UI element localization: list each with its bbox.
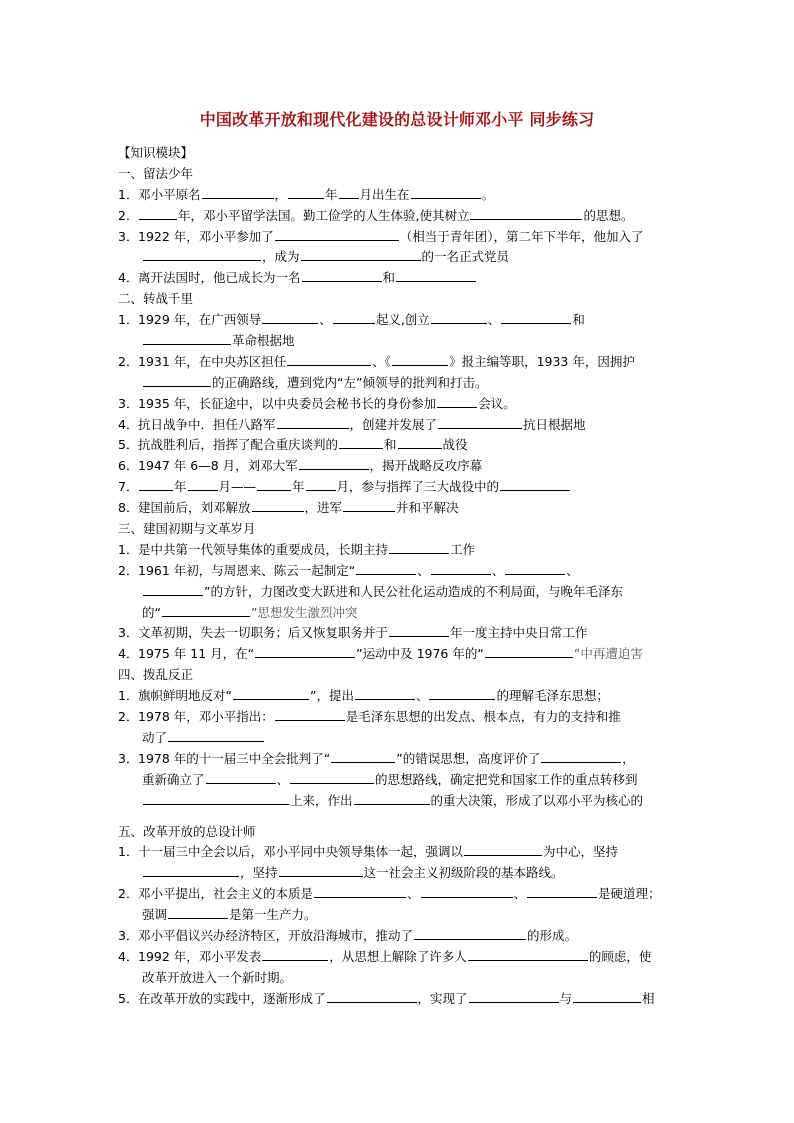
question-continuation: [118, 582, 688, 603]
question-continuation: [118, 770, 688, 791]
question-text: 、: [487, 312, 501, 328]
answer-blank[interactable]: [398, 435, 442, 449]
question-line: [118, 540, 688, 561]
answer-blank[interactable]: [573, 989, 641, 1003]
spacer: [118, 812, 688, 822]
question-text: ”思想发生激烈冲突: [250, 604, 358, 620]
question-number: 1．: [118, 186, 139, 202]
answer-blank[interactable]: [277, 415, 349, 429]
question-number: 2．: [118, 562, 139, 578]
question-text: 会议。: [478, 395, 516, 411]
question-number: 2．: [118, 709, 139, 725]
question-text: 的重大决策，形成了以邓小平为核心的: [430, 792, 644, 808]
question-number: 5．: [118, 990, 139, 1006]
question-line: [118, 686, 688, 707]
question-text: 工作: [450, 541, 476, 557]
question-text: 是毛泽东思想的出发点、根本点，有力的支持和推: [345, 709, 621, 725]
question-number: 3．: [118, 927, 139, 943]
question-line: [118, 352, 688, 373]
question-number: 3．: [118, 228, 139, 244]
answer-blank[interactable]: [414, 926, 526, 940]
answer-blank[interactable]: [299, 456, 369, 470]
answer-blank[interactable]: [389, 623, 449, 637]
answer-blank[interactable]: [431, 310, 487, 324]
answer-blank[interactable]: [301, 247, 421, 261]
question-text: 、: [566, 562, 579, 578]
answer-blank[interactable]: [343, 498, 395, 512]
answer-blank[interactable]: [421, 884, 513, 898]
question-continuation: [118, 373, 688, 394]
answer-blank[interactable]: [162, 603, 250, 617]
section-heading: 一、留法少年: [118, 165, 194, 181]
question-number: 2．: [118, 207, 139, 223]
answer-blank[interactable]: [168, 905, 228, 919]
question-number: 8．: [118, 500, 139, 516]
question-line: [118, 185, 688, 206]
question-text: 。: [481, 186, 495, 202]
question-number: 4．: [118, 646, 139, 662]
module-heading: 【知识模块】: [118, 145, 194, 160]
answer-blank[interactable]: [392, 352, 448, 366]
section-heading: 二、转战千里: [118, 291, 194, 307]
question-number: 4．: [118, 416, 139, 432]
answer-blank[interactable]: [188, 477, 218, 491]
question-text: 建国前后，刘邓解放: [138, 500, 251, 516]
answer-blank[interactable]: [143, 863, 239, 877]
question-text: ，坚持: [240, 865, 278, 881]
question-text: 和: [572, 312, 585, 328]
question-continuation: [118, 968, 688, 989]
answer-blank[interactable]: [143, 331, 231, 345]
question-text: 1978 年，邓小平指出：: [138, 709, 274, 725]
question-text: 战役: [442, 437, 468, 453]
question-text: 的顾虑，使: [588, 948, 652, 964]
question-text: ，成为: [262, 249, 300, 265]
answer-blank[interactable]: [206, 770, 276, 784]
answer-blank[interactable]: [429, 686, 495, 700]
answer-blank[interactable]: [290, 770, 374, 784]
answer-blank[interactable]: [501, 310, 571, 324]
question-line: [118, 206, 688, 227]
question-text: 、: [513, 886, 527, 902]
answer-blank[interactable]: [389, 540, 449, 554]
question-text: 1975 年 11 月，在“: [138, 646, 255, 662]
question-text: 1929 年，在广西领导: [138, 312, 262, 328]
question-number: 1．: [118, 844, 139, 860]
answer-blank[interactable]: [527, 884, 597, 898]
answer-blank[interactable]: [464, 842, 542, 856]
question-continuation: [118, 603, 688, 624]
question-line: [118, 561, 688, 582]
question-text: 和: [382, 270, 396, 286]
question-text: 与: [559, 990, 573, 1006]
question-text: 并和平解决: [396, 500, 459, 516]
answer-blank[interactable]: [143, 582, 203, 596]
question-text: 、: [407, 886, 420, 902]
question-text: ，: [274, 186, 288, 202]
question-text: 起义,创立: [375, 312, 430, 328]
answer-blank[interactable]: [331, 749, 395, 763]
question-text: 年: [174, 479, 187, 495]
question-line: [118, 623, 688, 644]
answer-blank[interactable]: [275, 227, 399, 241]
answer-blank[interactable]: [262, 947, 328, 961]
answer-blank[interactable]: [431, 561, 491, 575]
question-text: 革命根据地: [232, 333, 295, 349]
answer-blank[interactable]: [339, 435, 383, 449]
question-text: 邓小平原名: [138, 186, 201, 202]
question-number: 4．: [118, 948, 139, 964]
question-text: 月出生在: [359, 186, 410, 202]
question-text: 、: [491, 562, 505, 578]
answer-blank[interactable]: [233, 686, 309, 700]
question-text: 十一届三中全会以后，邓小平同中央领导集体一起，强调以: [138, 844, 464, 860]
question-number: 4．: [118, 270, 139, 286]
question-text: 强调: [142, 907, 168, 923]
question-text: 旗帜鲜明地反对“: [138, 688, 232, 704]
question-line: [118, 477, 688, 498]
question-continuation: [118, 905, 688, 926]
question-text: 、《: [372, 353, 392, 369]
question-number: 3．: [118, 395, 139, 411]
question-text: 离开法国时，他已成长为一名: [138, 270, 301, 286]
question-line: [118, 435, 688, 456]
question-text: 、: [417, 562, 430, 578]
answer-blank[interactable]: [255, 644, 355, 658]
question-text: 抗战胜利后，指挥了配合重庆谈判的: [138, 437, 339, 453]
question-text: 》报主编等职，1933 年，因拥护: [449, 353, 635, 369]
question-line: [118, 707, 688, 728]
question-text: 改革开放进入一个新时期。: [142, 969, 293, 985]
question-text: 、: [319, 312, 332, 328]
question-text: 1961 年初，与周恩来、陈云一起制定“: [138, 562, 356, 578]
question-text: 1931 年，在中央苏区担任: [138, 353, 287, 369]
question-text: 年: [325, 186, 338, 202]
question-number: 7．: [118, 479, 139, 495]
answer-blank[interactable]: [202, 185, 274, 199]
answer-blank[interactable]: [143, 373, 211, 387]
answer-blank[interactable]: [505, 561, 565, 575]
question-text: ”，提出: [309, 688, 354, 704]
question-text: 1922 年，邓小平参加了: [138, 228, 274, 244]
question-text: ，进军: [304, 500, 343, 516]
question-text: 、: [276, 771, 290, 787]
question-number: 5．: [118, 437, 139, 453]
question-text: ，: [622, 750, 635, 766]
answer-blank[interactable]: [168, 728, 264, 742]
answer-blank[interactable]: [252, 498, 304, 512]
answer-blank[interactable]: [485, 644, 573, 658]
question-text: ”运动中及 1976 年的“: [356, 646, 484, 662]
question-text: ，创建并发展了: [349, 416, 438, 432]
question-line: [118, 227, 688, 248]
question-number: 1．: [118, 541, 139, 557]
question-text: 和: [384, 437, 397, 453]
question-number: 6．: [118, 458, 139, 474]
question-text: ，实现了: [417, 990, 468, 1006]
answer-blank[interactable]: [314, 884, 406, 898]
question-text: ，从思想上解除了许多人: [329, 948, 467, 964]
answer-blank[interactable]: [500, 477, 570, 491]
answer-blank[interactable]: [262, 310, 318, 324]
question-line: [118, 456, 688, 477]
answer-blank[interactable]: [139, 206, 177, 220]
question-text: 相: [642, 990, 655, 1006]
answer-blank[interactable]: [356, 561, 416, 575]
answer-blank[interactable]: [470, 206, 582, 220]
question-text: 年，邓小平留学法国。勤工俭学的人生体验,使其树立: [178, 207, 470, 223]
question-continuation: [118, 247, 688, 268]
question-text: 是硬道理；: [598, 886, 661, 902]
question-text: 在改革开放的实践中，逐渐形成了: [138, 990, 326, 1006]
question-text: 邓小平提出，社会主义的本质是: [138, 886, 314, 902]
section-heading: 四、拨乱反正: [118, 667, 194, 683]
question-line: [118, 644, 688, 665]
question-text: 的思想路线，确定把党和国家工作的重点转移到: [375, 771, 638, 787]
question-text: 的理解毛泽东思想；: [496, 688, 609, 704]
question-text: ”的错误思想，高度评价了: [396, 750, 541, 766]
answer-blank[interactable]: [143, 791, 289, 805]
question-line: [118, 310, 688, 331]
question-continuation: [118, 791, 688, 812]
question-text: 1947 年 6—8 月，刘邓大军: [138, 458, 298, 474]
question-text: 的“: [142, 604, 161, 620]
question-text: 是中共第一代领导集体的重要成员，长期主持: [138, 541, 389, 557]
answer-blank[interactable]: [469, 989, 559, 1003]
question-text: 动了: [142, 729, 168, 745]
question-line: [118, 989, 688, 1010]
answer-blank[interactable]: [327, 989, 417, 1003]
question-continuation: [118, 728, 688, 749]
section-heading: 三、建国初期与文革岁月: [118, 521, 256, 537]
answer-blank[interactable]: [287, 352, 371, 366]
question-text: 1978 年的十一届三中全会批判了“: [138, 750, 331, 766]
question-continuation: [118, 863, 688, 884]
question-number: 2．: [118, 353, 139, 369]
question-text: 年: [292, 479, 305, 495]
question-line: [118, 749, 688, 770]
question-text: 月——: [218, 479, 257, 495]
answer-blank[interactable]: [438, 415, 522, 429]
answer-blank[interactable]: [437, 394, 477, 408]
question-text: 1935 年，长征途中，以中央委员会秘书长的身份参加: [138, 395, 437, 411]
question-text: 、: [415, 688, 429, 704]
answer-blank[interactable]: [339, 185, 359, 199]
question-text: ”中再遭迫害: [573, 646, 643, 662]
question-text: （相当于青年团），第二年下半年，他加入了: [399, 228, 644, 244]
answer-blank[interactable]: [541, 749, 621, 763]
answer-blank[interactable]: [302, 268, 382, 282]
question-line: [118, 394, 688, 415]
answer-blank[interactable]: [411, 185, 481, 199]
question-text: 的一名正式党员: [421, 249, 510, 265]
answer-blank[interactable]: [257, 477, 291, 491]
question-line: [118, 926, 688, 947]
answer-blank[interactable]: [396, 268, 476, 282]
answer-blank[interactable]: [355, 686, 415, 700]
answer-blank[interactable]: [279, 863, 363, 877]
question-text: 的正确路线，遭到党内“左”倾领导的批判和打击。: [212, 374, 488, 390]
question-text: ”的方针，力图改变大跃进和人民公社化运动造成的不利局面，与晚年毛泽东: [204, 583, 623, 599]
question-text: 的形成。: [527, 927, 578, 943]
section-heading: 五、改革开放的总设计师: [118, 823, 256, 839]
question-number: 1．: [118, 312, 139, 328]
question-text: 邓小平倡议兴办经济特区，开放沿海城市，推动了: [138, 927, 414, 943]
question-text: 年一度主持中央日常工作: [450, 625, 588, 641]
question-text: 抗日根据地: [523, 416, 586, 432]
answer-blank[interactable]: [275, 707, 345, 721]
question-text: 上来，作出: [290, 792, 353, 808]
worksheet-content: [118, 143, 688, 1010]
answer-blank[interactable]: [288, 185, 324, 199]
question-text: 的思想。: [583, 207, 634, 223]
question-number: 3．: [118, 750, 139, 766]
answer-blank[interactable]: [143, 247, 261, 261]
answer-blank[interactable]: [139, 477, 173, 491]
question-text: 是第一生产力。: [229, 907, 317, 923]
question-text: 1992 年，邓小平发表: [138, 948, 262, 964]
question-line: [118, 415, 688, 436]
answer-blank[interactable]: [306, 477, 336, 491]
answer-blank[interactable]: [333, 310, 375, 324]
question-line: [118, 884, 688, 905]
question-text: 为中心，坚持: [543, 844, 619, 860]
page-title: 中国改革开放和现代化建设的总设计师邓小平 同步练习: [199, 110, 595, 129]
answer-blank[interactable]: [354, 791, 430, 805]
question-text: 抗日战争中．担任八路军: [138, 416, 276, 432]
question-text: 月，参与指挥了三大战役中的: [336, 479, 500, 495]
question-text: 文革初期，失去一切职务；后又恢复职务并于: [138, 625, 389, 641]
question-continuation: [118, 331, 688, 352]
question-line: [118, 268, 688, 289]
question-line: [118, 842, 688, 863]
question-text: 这一社会主义初级阶段的基本路线。: [363, 865, 564, 881]
question-line: [118, 947, 688, 968]
question-text: ，揭开战略反攻序幕: [369, 458, 483, 474]
question-line: [118, 498, 688, 519]
question-number: 3．: [118, 625, 139, 641]
answer-blank[interactable]: [468, 947, 588, 961]
question-number: 2．: [118, 886, 139, 902]
question-number: 1．: [118, 688, 139, 704]
question-text: 重新确立了: [142, 771, 205, 787]
